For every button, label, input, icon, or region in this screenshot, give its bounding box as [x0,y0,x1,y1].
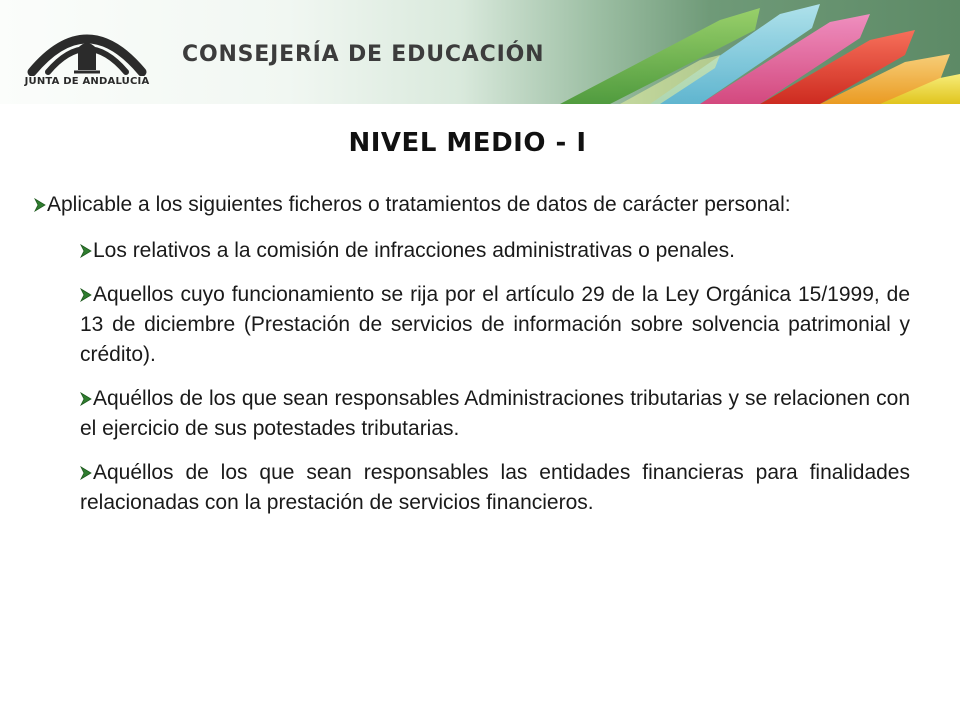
header-banner [0,0,960,104]
bullet-text: Los relativos a la comisión de infracciones administrativas o penales. [93,239,735,262]
arrow-bullet-icon [80,466,92,480]
bullet-text: Aquéllos de los que sean responsables Administraciones tributarias y se relacionen con el ejercicio de sus potestades tributarias. [80,387,910,440]
bullet-text: Aquellos cuyo funcionamiento se rija por el artículo 29 de la Ley Orgánica 15/1999, de 13 de diciembre (Prestación de servicios de información sobre solvencia patrimonial y crédito). [80,283,910,366]
bullet-item [80,236,910,266]
arrow-bullet-icon [80,244,92,258]
bullet-list [34,190,910,532]
logo-caption: JUNTA DE ANDALUCIA [24,76,150,87]
header-title: CONSEJERÍA DE EDUCACIÓN [182,42,545,67]
arrow-bullet-icon [80,288,92,302]
bullet-item [34,190,910,220]
bullet-item [80,458,910,518]
bullet-item [80,384,910,444]
arrow-bullet-icon [80,392,92,406]
bullet-text: Aplicable a los siguientes ficheros o tratamientos de datos de carácter personal: [47,193,791,216]
junta-de-andalucia-logo [22,12,152,102]
slide-title: NIVEL MEDIO - I [348,128,587,158]
bullet-text: Aquéllos de los que sean responsables las entidades financieras para finalidades relacionadas con la prestación de servicios financieros. [80,461,910,514]
bullet-item [80,280,910,370]
arrow-bullet-icon [34,198,46,212]
